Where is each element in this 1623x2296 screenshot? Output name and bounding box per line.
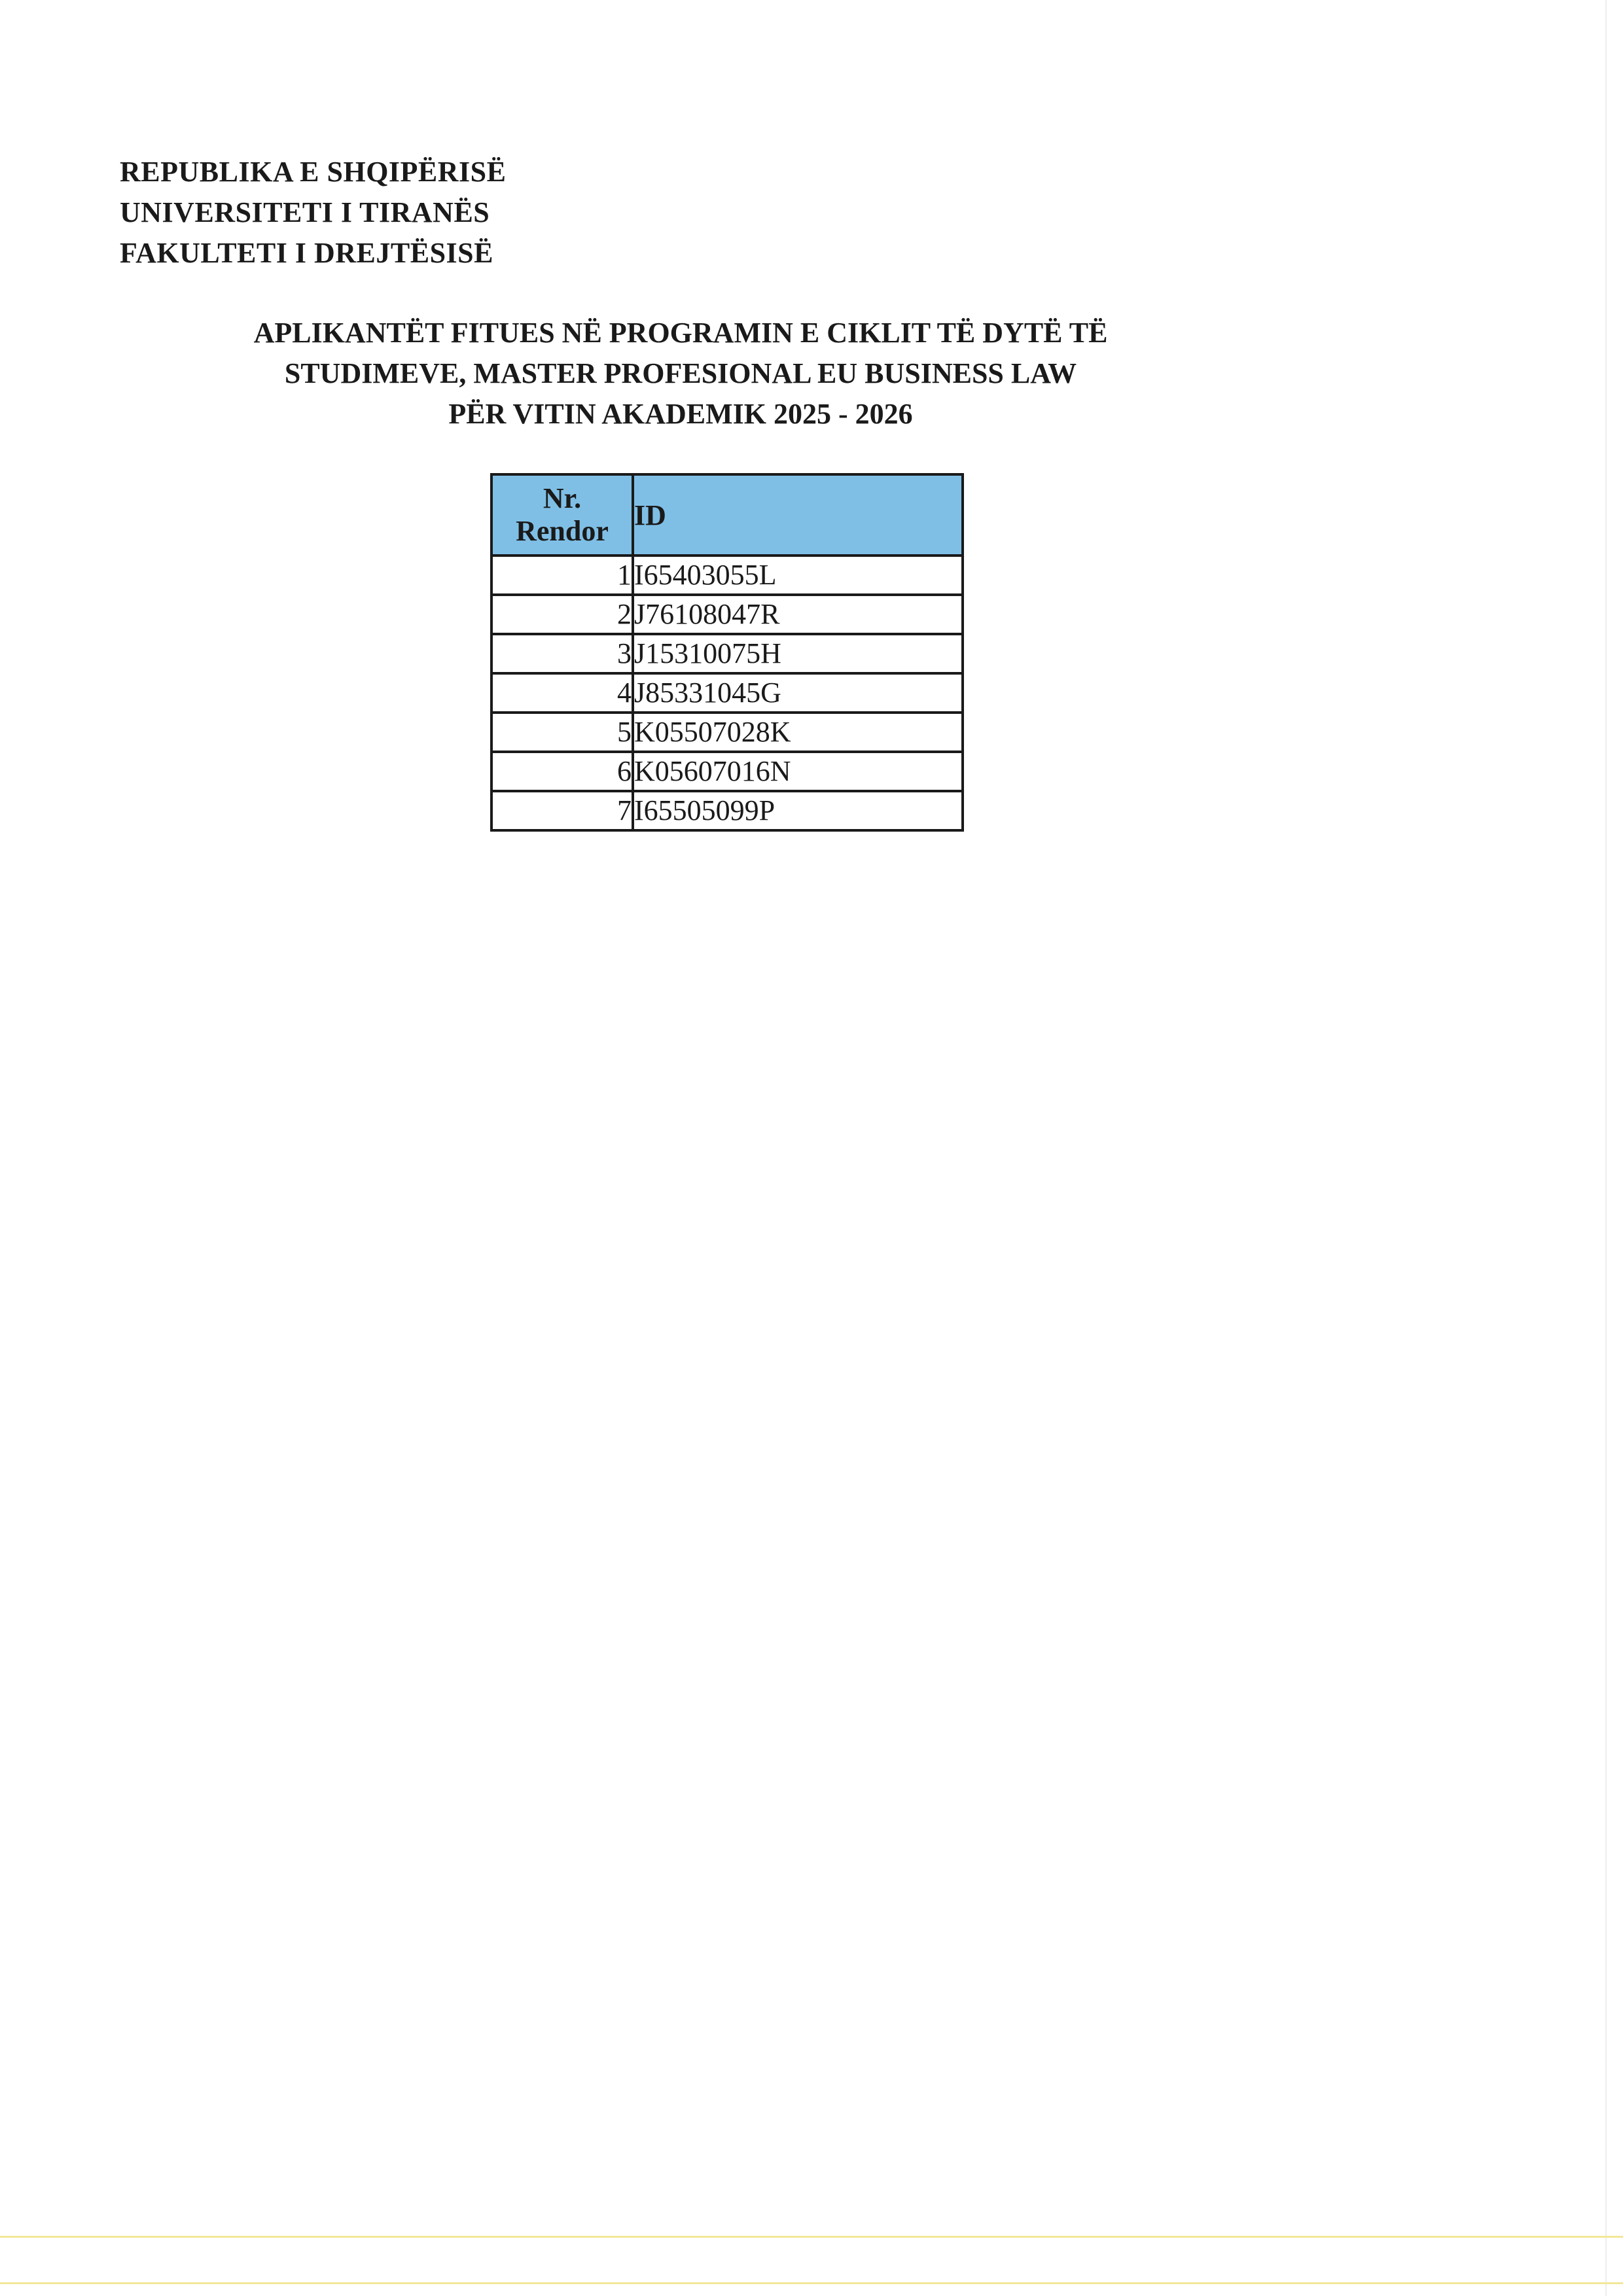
- row-id: J85331045G: [633, 673, 963, 713]
- footer-rule-top: [0, 2236, 1623, 2238]
- header-line-republic: REPUBLIKA E SHQIPËRISË: [120, 156, 507, 188]
- results-table: [490, 473, 964, 832]
- column-header-id: ID: [633, 474, 963, 556]
- row-number: 4: [491, 673, 633, 713]
- row-id: I65505099P: [633, 791, 963, 830]
- column-header-nr-rendor: [491, 474, 633, 556]
- table-row: [491, 673, 963, 713]
- row-number: 7: [491, 791, 633, 830]
- row-number: 1: [491, 556, 633, 595]
- row-id: I65403055L: [633, 556, 963, 595]
- row-id: K05607016N: [633, 752, 963, 791]
- row-number: 5: [491, 713, 633, 752]
- document-title: [164, 313, 1198, 434]
- row-number: 2: [491, 595, 633, 634]
- table-header-row: [491, 474, 963, 556]
- table-row: [491, 595, 963, 634]
- table-row: [491, 634, 963, 673]
- results-table-wrapper: [490, 473, 964, 832]
- title-line-2: STUDIMEVE, MASTER PROFESIONAL EU BUSINESS LAW: [284, 357, 1077, 389]
- footer-rule-bottom: [0, 2282, 1623, 2284]
- page-edge-shadow: [1605, 0, 1607, 2296]
- row-id: J76108047R: [633, 595, 963, 634]
- institution-header: [120, 152, 507, 274]
- table-row: [491, 752, 963, 791]
- row-id: K05507028K: [633, 713, 963, 752]
- table-row: [491, 791, 963, 830]
- column-header-nr: Nr.: [543, 482, 582, 514]
- table-row: [491, 713, 963, 752]
- header-line-university: UNIVERSITETI I TIRANËS: [120, 196, 490, 228]
- title-line-1: APLIKANTËT FITUES NË PROGRAMIN E CIKLIT TË DYTË TË: [253, 317, 1108, 349]
- column-header-rendor: Rendor: [516, 515, 609, 547]
- row-number: 6: [491, 752, 633, 791]
- table-row: [491, 556, 963, 595]
- row-id: J15310075H: [633, 634, 963, 673]
- title-line-3: PËR VITIN AKADEMIK 2025 - 2026: [448, 398, 913, 430]
- row-number: 3: [491, 634, 633, 673]
- header-line-faculty: FAKULTETI I DREJTËSISË: [120, 237, 493, 269]
